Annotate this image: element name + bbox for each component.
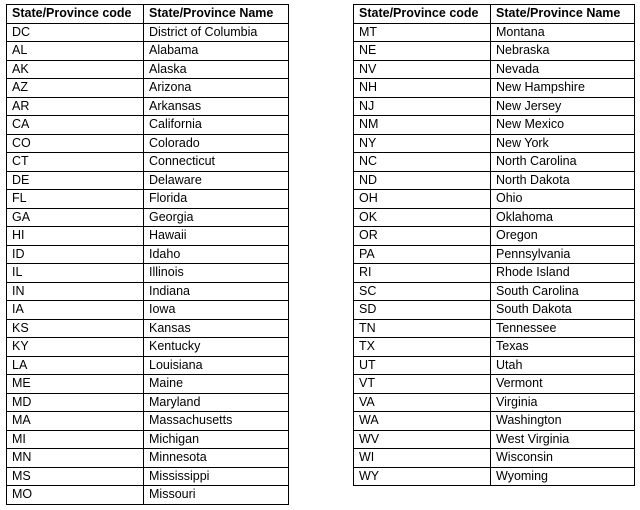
- state-name-cell: Minnesota: [144, 449, 289, 468]
- table-row: [7, 153, 289, 172]
- table-row: [7, 412, 289, 431]
- table-row: [354, 79, 635, 98]
- table-row: [7, 393, 289, 412]
- state-name-cell: Oregon: [491, 227, 635, 246]
- state-name-cell: Massachusetts: [144, 412, 289, 431]
- state-code-cell: FL: [7, 190, 144, 209]
- state-name-cell: Florida: [144, 190, 289, 209]
- state-name-cell: Idaho: [144, 245, 289, 264]
- state-code-cell: NV: [354, 60, 491, 79]
- state-code-cell: MO: [7, 486, 144, 505]
- table-row: [354, 134, 635, 153]
- code-column-header: State/Province code: [354, 5, 491, 24]
- table-row: [354, 116, 635, 135]
- state-code-cell: AZ: [7, 79, 144, 98]
- state-code-cell: WA: [354, 412, 491, 431]
- state-code-cell: IN: [7, 282, 144, 301]
- state-code-cell: OR: [354, 227, 491, 246]
- table-row: [7, 79, 289, 98]
- table-row: [354, 97, 635, 116]
- table-row: [7, 134, 289, 153]
- state-code-cell: RI: [354, 264, 491, 283]
- state-name-cell: Alabama: [144, 42, 289, 61]
- state-name-cell: Georgia: [144, 208, 289, 227]
- state-name-cell: Arkansas: [144, 97, 289, 116]
- state-code-cell: HI: [7, 227, 144, 246]
- state-name-cell: Connecticut: [144, 153, 289, 172]
- table-row: [354, 412, 635, 431]
- state-code-cell: TN: [354, 319, 491, 338]
- state-code-cell: NE: [354, 42, 491, 61]
- state-name-cell: Hawaii: [144, 227, 289, 246]
- state-name-cell: New Jersey: [491, 97, 635, 116]
- table-row: [354, 356, 635, 375]
- state-code-cell: VA: [354, 393, 491, 412]
- table-row: [7, 449, 289, 468]
- left-table-body: [7, 23, 289, 504]
- state-name-cell: Kansas: [144, 319, 289, 338]
- table-row: [354, 375, 635, 394]
- state-name-cell: California: [144, 116, 289, 135]
- table-row: [354, 264, 635, 283]
- state-code-cell: IA: [7, 301, 144, 320]
- state-name-cell: Nevada: [491, 60, 635, 79]
- state-name-cell: New Hampshire: [491, 79, 635, 98]
- table-row: [7, 430, 289, 449]
- state-name-cell: Wisconsin: [491, 449, 635, 468]
- table-row: [7, 171, 289, 190]
- state-name-cell: Mississippi: [144, 467, 289, 486]
- table-row: [7, 319, 289, 338]
- left-state-table: [6, 4, 289, 505]
- table-row: [354, 467, 635, 486]
- table-row: [354, 208, 635, 227]
- state-code-cell: MS: [7, 467, 144, 486]
- table-row: [7, 467, 289, 486]
- table-row: [354, 42, 635, 61]
- state-name-cell: Washington: [491, 412, 635, 431]
- table-row: [7, 116, 289, 135]
- state-name-cell: Alaska: [144, 60, 289, 79]
- state-name-cell: Delaware: [144, 171, 289, 190]
- table-header-row: [354, 5, 635, 24]
- table-row: [7, 23, 289, 42]
- table-row: [354, 319, 635, 338]
- state-code-cell: MT: [354, 23, 491, 42]
- state-code-cell: CA: [7, 116, 144, 135]
- state-name-cell: Illinois: [144, 264, 289, 283]
- state-name-cell: Ohio: [491, 190, 635, 209]
- table-row: [354, 282, 635, 301]
- right-state-table: [353, 4, 635, 486]
- table-row: [7, 190, 289, 209]
- state-name-cell: Vermont: [491, 375, 635, 394]
- table-row: [7, 486, 289, 505]
- state-name-cell: Utah: [491, 356, 635, 375]
- state-name-cell: Wyoming: [491, 467, 635, 486]
- state-name-cell: Michigan: [144, 430, 289, 449]
- state-name-cell: South Carolina: [491, 282, 635, 301]
- state-name-cell: Rhode Island: [491, 264, 635, 283]
- state-code-cell: CT: [7, 153, 144, 172]
- state-name-cell: Colorado: [144, 134, 289, 153]
- table-row: [7, 282, 289, 301]
- table-row: [354, 430, 635, 449]
- state-name-cell: Texas: [491, 338, 635, 357]
- state-name-cell: Kentucky: [144, 338, 289, 357]
- state-code-cell: DC: [7, 23, 144, 42]
- state-name-cell: Iowa: [144, 301, 289, 320]
- state-code-cell: VT: [354, 375, 491, 394]
- table-row: [354, 60, 635, 79]
- state-code-cell: ND: [354, 171, 491, 190]
- state-name-cell: Maryland: [144, 393, 289, 412]
- state-code-cell: AR: [7, 97, 144, 116]
- state-name-cell: South Dakota: [491, 301, 635, 320]
- table-row: [7, 375, 289, 394]
- state-code-cell: WY: [354, 467, 491, 486]
- state-code-cell: KS: [7, 319, 144, 338]
- code-column-header: State/Province code: [7, 5, 144, 24]
- table-row: [354, 245, 635, 264]
- state-name-cell: District of Columbia: [144, 23, 289, 42]
- state-code-cell: LA: [7, 356, 144, 375]
- state-name-cell: West Virginia: [491, 430, 635, 449]
- state-name-cell: Oklahoma: [491, 208, 635, 227]
- state-code-cell: UT: [354, 356, 491, 375]
- state-code-cell: ME: [7, 375, 144, 394]
- state-name-cell: Pennsylvania: [491, 245, 635, 264]
- state-code-cell: AK: [7, 60, 144, 79]
- state-code-cell: SC: [354, 282, 491, 301]
- table-row: [7, 301, 289, 320]
- state-name-cell: Maine: [144, 375, 289, 394]
- table-row: [354, 393, 635, 412]
- table-row: [7, 356, 289, 375]
- state-code-cell: AL: [7, 42, 144, 61]
- state-code-cell: DE: [7, 171, 144, 190]
- state-code-cell: NY: [354, 134, 491, 153]
- table-row: [7, 227, 289, 246]
- table-row: [7, 60, 289, 79]
- state-code-cell: NH: [354, 79, 491, 98]
- state-code-cell: SD: [354, 301, 491, 320]
- state-code-cell: NJ: [354, 97, 491, 116]
- state-code-cell: PA: [354, 245, 491, 264]
- state-name-cell: North Dakota: [491, 171, 635, 190]
- state-name-cell: New Mexico: [491, 116, 635, 135]
- state-name-cell: Indiana: [144, 282, 289, 301]
- right-table-body: [354, 23, 635, 486]
- state-code-cell: KY: [7, 338, 144, 357]
- state-name-cell: Montana: [491, 23, 635, 42]
- table-row: [7, 42, 289, 61]
- state-name-cell: Arizona: [144, 79, 289, 98]
- state-name-cell: New York: [491, 134, 635, 153]
- table-row: [354, 449, 635, 468]
- state-code-cell: WI: [354, 449, 491, 468]
- table-row: [7, 338, 289, 357]
- state-code-cell: MI: [7, 430, 144, 449]
- name-column-header: State/Province Name: [144, 5, 289, 24]
- table-row: [354, 338, 635, 357]
- table-row: [354, 153, 635, 172]
- state-name-cell: Virginia: [491, 393, 635, 412]
- table-row: [354, 190, 635, 209]
- table-row: [354, 23, 635, 42]
- state-code-cell: OK: [354, 208, 491, 227]
- state-code-cell: MA: [7, 412, 144, 431]
- table-row: [7, 264, 289, 283]
- table-row: [7, 245, 289, 264]
- state-code-cell: NC: [354, 153, 491, 172]
- state-code-cell: MN: [7, 449, 144, 468]
- state-code-cell: OH: [354, 190, 491, 209]
- state-code-cell: GA: [7, 208, 144, 227]
- state-name-cell: Louisiana: [144, 356, 289, 375]
- state-name-cell: North Carolina: [491, 153, 635, 172]
- state-code-cell: CO: [7, 134, 144, 153]
- state-code-cell: IL: [7, 264, 144, 283]
- state-code-cell: TX: [354, 338, 491, 357]
- table-row: [7, 208, 289, 227]
- table-row: [354, 301, 635, 320]
- state-code-cell: ID: [7, 245, 144, 264]
- state-name-cell: Tennessee: [491, 319, 635, 338]
- state-code-cell: NM: [354, 116, 491, 135]
- name-column-header: State/Province Name: [491, 5, 635, 24]
- table-header-row: [7, 5, 289, 24]
- state-code-cell: WV: [354, 430, 491, 449]
- state-code-cell: MD: [7, 393, 144, 412]
- table-row: [354, 171, 635, 190]
- state-name-cell: Nebraska: [491, 42, 635, 61]
- state-name-cell: Missouri: [144, 486, 289, 505]
- table-row: [7, 97, 289, 116]
- table-row: [354, 227, 635, 246]
